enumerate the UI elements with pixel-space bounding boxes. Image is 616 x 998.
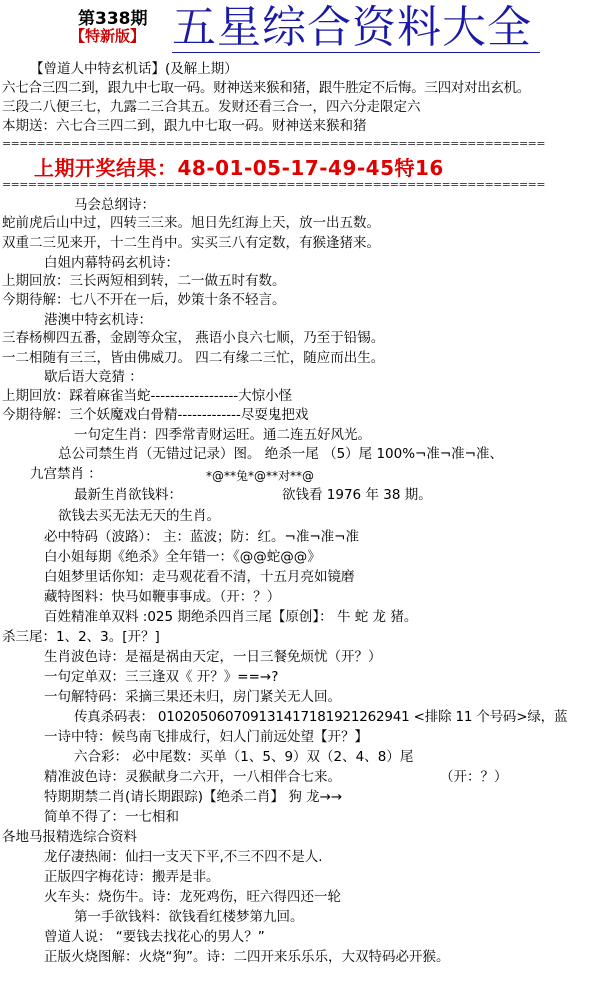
- section-heading: 马会总纲诗：: [74, 197, 155, 213]
- text-line: 今期待解：七八不开在一后，妙策十条不轻言。: [2, 292, 286, 308]
- text-line: 六合彩： 必中尾数：买单（1、5、9）双（2、4、8）尾: [74, 749, 414, 765]
- page-title: 五星综合资料大全: [172, 2, 532, 53]
- text-line: 本期送：六七合三四二到，跟九中七取一码。财神送来猴和猪: [2, 118, 367, 134]
- last-draw-result: 上期开奖结果：48-01-05-17-49-45特16: [34, 156, 444, 180]
- text-line: *@**兔*@**对**@: [206, 469, 315, 483]
- separator-line: ===============================================================: [2, 178, 545, 191]
- text-line: 白姐梦里话你知：走马观花看不清，十五月亮如镜磨: [44, 569, 355, 585]
- text-line: 【曾道人中特玄机话】(及解上期）: [30, 61, 238, 77]
- text-line: 一二相随有三三，皆由佛威刀。 四二有缘二三忙，随应而出生。: [2, 350, 385, 366]
- edition-badge: 【特新版】: [70, 27, 146, 45]
- section-heading: 各地马报精选综合资料: [2, 829, 137, 845]
- text-line: 最新生肖欲钱料：: [74, 487, 182, 503]
- text-line: 一句定生肖：四季常青财运旺。通二连五好风光。: [74, 427, 371, 443]
- text-line: 百姓精准单双料 :025 期绝杀四肖三尾【原创】： 牛 蛇 龙 猪。: [44, 609, 418, 625]
- section-heading: 白姐内幕特码玄机诗：: [44, 255, 179, 271]
- text-line: 蛇前虎后山中过，四转三三来。旭日先红海上天，放一出五数。: [2, 215, 380, 231]
- text-line: 传真杀码表： 010205060709131417181921262941 <排除 11 个号码>绿，蓝: [74, 709, 568, 725]
- text-line: 精准波色诗：灵猴献身二六开，一八相伴合七来。: [44, 769, 341, 785]
- text-line: 正版火烧图解：火烧“狗”。诗：二四开来乐乐乐，大双特码必开猴。: [44, 949, 450, 965]
- text-line: 白小姐每期《绝杀》全年错一：《@@蛇@@》: [44, 549, 321, 565]
- text-line: 简单不得了：一七相和: [44, 809, 179, 825]
- text-line: 欲钱看 1976 年 38 期。: [282, 487, 432, 503]
- text-line: 九宫禁肖 ：: [30, 466, 102, 482]
- text-line: 欲钱去买无法无天的生肖。: [58, 508, 220, 524]
- text-line: 今期待解：三个妖魔戏白骨精-------------尽耍鬼把戏: [2, 407, 309, 423]
- text-line: 三段二八便三七，九露二三合其五。发财还看三合一，四六分走限定六: [2, 99, 421, 115]
- text-line: 总公司禁生肖（无错过记录）图。 绝杀一尾 （5）尾 100%¬准¬准¬准、: [58, 446, 503, 462]
- text-line: 生肖波色诗：是福是祸由天定，一日三餐免烦忧（开？）: [44, 649, 382, 665]
- text-line: 第一手欲钱料：欲钱看红楼梦第九回。: [74, 909, 304, 925]
- text-line: 曾道人说： “要钱去找花心的男人？”: [44, 929, 265, 945]
- text-line: 火车头：烧伤牛。诗：龙死鸡伤，旺六得四还一轮: [44, 889, 341, 905]
- text-line: 三春杨柳四五番，金剧等众宝， 燕语小良六七顺，乃至于铅锡。: [2, 330, 385, 346]
- section-heading: 歇后语大竞猜 ：: [44, 369, 143, 385]
- text-line: （开：？）: [440, 769, 508, 785]
- text-line: 龙仔凄热闹：仙扫一支天下平,不三不四不是人.: [44, 849, 323, 865]
- text-line: 上期回放：三长两短相到转，二一做五时有数。: [2, 273, 286, 289]
- text-line: 一句定单双：三三逢双《 开？》==→?: [44, 669, 279, 685]
- text-line: 必中特码（波路）： 主：蓝波；防：红。¬准¬准¬准: [44, 529, 359, 545]
- text-line: 双重二三见来开，十二生肖中。实买三八有定数，有猴逢猪来。: [2, 235, 380, 251]
- text-line: 一句解特码：采摘三果还未归，房门紧关无人回。: [44, 689, 341, 705]
- separator-line: ===============================================================: [2, 137, 545, 150]
- text-line: 上期回放：踩着麻雀当蛇------------------大惊小怪: [2, 388, 293, 404]
- title-underline: [172, 52, 540, 53]
- section-heading: 港澳中特玄机诗：: [44, 312, 152, 328]
- text-line: 特期期禁二肖(请长期跟踪)【绝杀二肖】 狗 龙→→: [44, 789, 343, 805]
- text-line: 一诗中特：候鸟南飞排成行，妇人门前远处望【开？】: [44, 729, 368, 745]
- text-line: 六七合三四二到，跟九中七取一码。财神送来猴和猪，跟牛胜定不后悔。三四对对出玄机。: [2, 80, 530, 96]
- issue-number: 第338期: [78, 9, 148, 29]
- text-line: 正版四字梅花诗：搬弄是非。: [44, 869, 220, 885]
- text-line: 杀三尾：1、2、3。[开？]: [2, 629, 160, 645]
- text-line: 藏特图料：快马如鞭事事成。（开：？）: [44, 589, 281, 605]
